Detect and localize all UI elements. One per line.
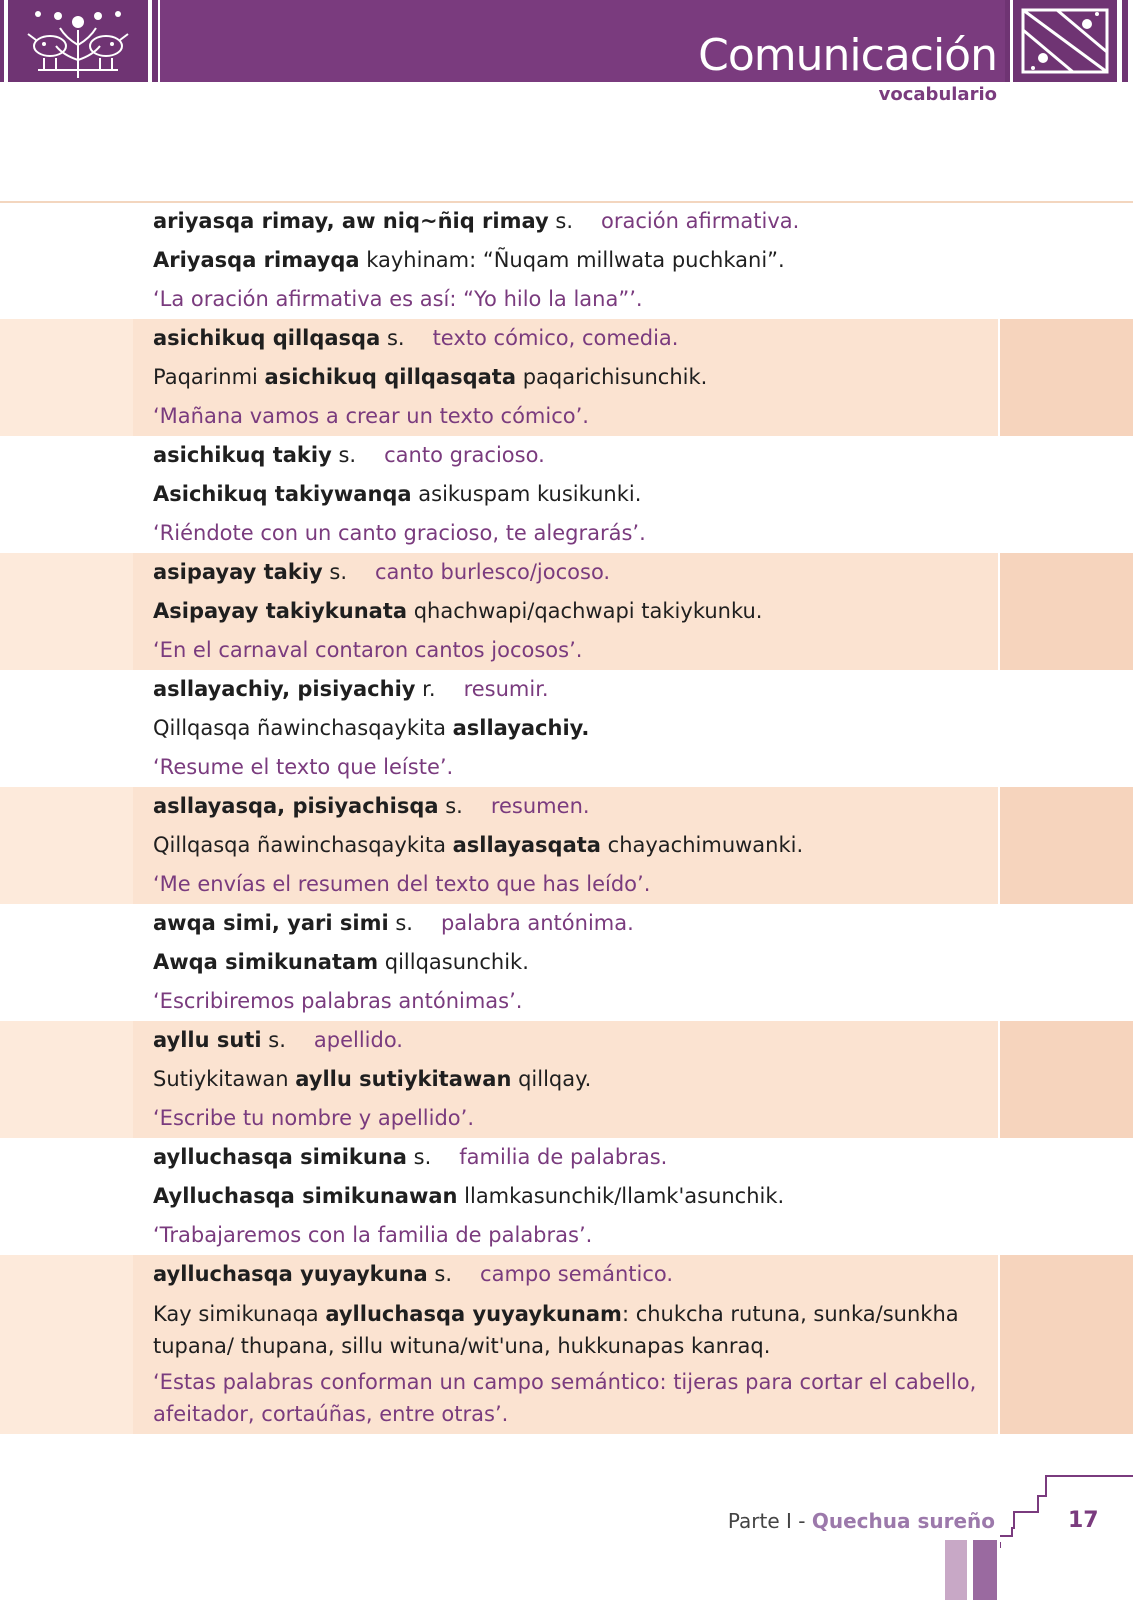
entry-translation: canto burlesco/jocoso.: [375, 560, 611, 584]
example-text: qillqasunchik.: [378, 950, 529, 974]
example-highlight: ayllu sutiykitawan: [295, 1067, 512, 1091]
geometric-pattern-icon: [1013, 0, 1117, 82]
entry-headword-line: [153, 202, 983, 241]
header-right-ornament: [1005, 0, 1133, 82]
entry-part-of-speech: s.: [386, 326, 405, 350]
example-highlight: asllayachiy.: [452, 716, 590, 740]
entry-part-of-speech: s.: [395, 911, 413, 935]
entry-headword-line: [153, 1021, 983, 1060]
footer-caption: [728, 1506, 995, 1536]
vocabulary-entry: [0, 1255, 1133, 1434]
example-text: paqarichisunchik.: [516, 365, 708, 389]
entry-translation: canto gracioso.: [384, 443, 545, 467]
example-highlight: Aylluchasqa simikunawan: [153, 1184, 458, 1208]
entry-translation: resumen.: [490, 794, 590, 818]
example-text: qillqay.: [511, 1067, 592, 1091]
entry-translation: palabra antónima.: [440, 911, 634, 935]
entry-example-translation: ‘Resume el texto que leíste’.: [153, 755, 454, 779]
header-left-ornament: [0, 0, 160, 82]
vocabulary-entry: [0, 1138, 1133, 1255]
vocabulary-entry: [0, 436, 1133, 553]
section-title: Comunicación: [698, 30, 997, 81]
entry-part-of-speech: s.: [555, 209, 574, 233]
entry-term: asllayasqa, pisiyachisqa: [153, 794, 439, 818]
entry-example-translation: ‘Estas palabras conforman un campo semántico: tijeras para cortar el cabello, afeitador, cortaúñas, entre otras’.: [153, 1370, 977, 1426]
entry-example-translation: ‘Riéndote con un canto gracioso, te alegrarás’.: [153, 521, 646, 545]
vocabulary-entry: [0, 904, 1133, 1021]
entry-example: [153, 241, 983, 280]
entry-example-translation: ‘La oración afirmativa es así: “Yo hilo la lana”’.: [153, 287, 643, 311]
example-text: chayachimuwanki.: [600, 833, 804, 857]
entry-example: [153, 1294, 983, 1362]
entry-headword-line: [153, 787, 983, 826]
entry-example-translation: ‘Trabajaremos con la familia de palabras’.: [153, 1223, 593, 1247]
entry-part-of-speech: s.: [338, 443, 357, 467]
entry-translation: resumir.: [463, 677, 549, 701]
entry-example-translation: ‘Escribiremos palabras antónimas’.: [153, 989, 523, 1013]
vocabulary-entry: [0, 553, 1133, 670]
example-text: Kay simikunaqa: [153, 1302, 326, 1326]
entry-part-of-speech: s.: [268, 1028, 286, 1052]
entry-part-of-speech: s.: [445, 794, 463, 818]
entry-term: awqa simi, yari simi: [153, 911, 389, 935]
entry-part-of-speech: s.: [329, 560, 348, 584]
entry-headword-line: [153, 319, 983, 358]
vocabulary-entry: [0, 319, 1133, 436]
example-text: llamkasunchik/llamk'asunchik.: [457, 1184, 785, 1208]
entry-term: asllayachiy, pisiyachiy: [153, 677, 416, 701]
entry-term: aylluchasqa simikuna: [153, 1145, 407, 1169]
entry-headword-line: [153, 670, 983, 709]
example-highlight: Ariyasqa rimayqa: [153, 248, 360, 272]
example-text: asikuspam kusikunki.: [411, 482, 642, 506]
entry-example: [153, 943, 983, 982]
vocabulary-list: [0, 202, 1133, 1434]
page-number: 17: [1068, 1508, 1099, 1533]
example-highlight: aylluchasqa yuyaykunam: [325, 1302, 622, 1326]
entry-example: [153, 358, 983, 397]
entry-example: [153, 826, 983, 865]
entry-translation: familia de palabras.: [459, 1145, 668, 1169]
example-highlight: asllayasqata: [452, 833, 601, 857]
entry-example-translation: ‘Escribe tu nombre y apellido’.: [153, 1106, 475, 1130]
entry-term: aylluchasqa yuyaykuna: [153, 1262, 428, 1286]
entry-headword-line: [153, 904, 983, 943]
entry-headword-line: [153, 1255, 983, 1294]
entry-term: ayllu suti: [153, 1028, 262, 1052]
example-highlight: Asipayay takiykunata: [153, 599, 408, 623]
entry-part-of-speech: s.: [413, 1145, 432, 1169]
vocabulary-entry: [0, 787, 1133, 904]
vocabulary-entry: [0, 1021, 1133, 1138]
entry-translation: texto cómico, comedia.: [432, 326, 679, 350]
entry-term: ariyasqa rimay, aw niq~ñiq rimay: [153, 209, 549, 233]
entry-headword-line: [153, 553, 983, 592]
example-text: : chukcha rutuna, sunka/sunkha tupana/ thupana, sillu wituna/wit'una, hukkunapas kanraq.: [153, 1302, 959, 1358]
entry-term: asichikuq qillqasqa: [153, 326, 381, 350]
footer-subject: Quechua sureño: [811, 1509, 995, 1533]
example-highlight: Awqa simikunatam: [153, 950, 379, 974]
birds-tree-emblem-icon: [8, 0, 148, 82]
example-text: Qillqasqa ñawinchasqaykita: [153, 833, 453, 857]
section-subtitle: vocabulario: [878, 84, 997, 105]
entry-translation: apellido.: [313, 1028, 403, 1052]
footer-strip-light: [945, 1540, 967, 1600]
entry-term: asipayay takiy: [153, 560, 323, 584]
example-text: Paqarinmi: [153, 365, 265, 389]
entry-headword-line: [153, 1138, 983, 1177]
example-text: Qillqasqa ñawinchasqaykita: [153, 716, 453, 740]
entry-headword-line: [153, 436, 983, 475]
entry-example: [153, 1060, 983, 1099]
footer-strip-dark: [973, 1540, 997, 1600]
entry-translation: campo semántico.: [480, 1262, 674, 1286]
example-highlight: asichikuq qillqasqata: [264, 365, 517, 389]
example-text: kayhinam: “Ñuqam millwata puchkani”.: [359, 248, 785, 272]
example-text: qhachwapi/qachwapi takiykunku.: [407, 599, 763, 623]
entry-part-of-speech: r.: [422, 677, 436, 701]
entry-example-translation: ‘En el carnaval contaron cantos jocosos’.: [153, 638, 583, 662]
entry-translation: oración afirmativa.: [601, 209, 800, 233]
entry-example: [153, 709, 983, 748]
entry-example: [153, 475, 983, 514]
entry-example-translation: ‘Mañana vamos a crear un texto cómico’.: [153, 404, 589, 428]
entry-example-translation: ‘Me envías el resumen del texto que has leído’.: [153, 872, 651, 896]
page-header: [0, 0, 1133, 82]
example-text: Sutiykitawan: [153, 1067, 296, 1091]
footer-step-ornament: [1000, 1468, 1133, 1548]
entry-part-of-speech: s.: [434, 1262, 453, 1286]
entry-example: [153, 1177, 983, 1216]
footer-part: Parte I -: [727, 1509, 812, 1533]
entry-term: asichikuq takiy: [153, 443, 332, 467]
entry-example: [153, 592, 983, 631]
vocabulary-entry: [0, 670, 1133, 787]
vocabulary-entry: [0, 202, 1133, 319]
example-highlight: Asichikuq takiywanqa: [153, 482, 412, 506]
